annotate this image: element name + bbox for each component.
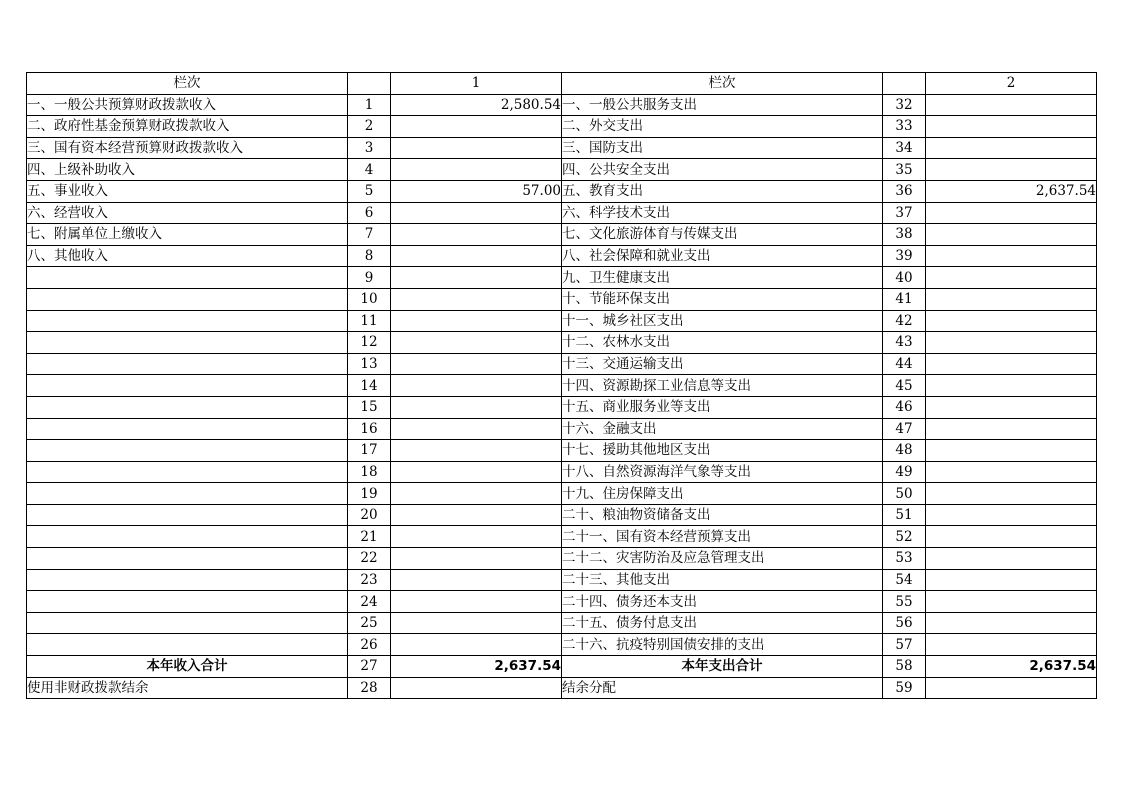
table-row-expense-value xyxy=(926,245,1097,267)
totals-row-income-line: 27 xyxy=(348,656,391,678)
table-row-expense-item: 二十一、国有资本经营预算支出 xyxy=(562,526,883,548)
totals-row-expense-item: 本年支出合计 xyxy=(562,656,883,678)
table-row-expense-item: 十二、农林水支出 xyxy=(562,332,883,354)
table-row xyxy=(27,418,1097,440)
table-row-expense-item: 四、公共安全支出 xyxy=(562,159,883,181)
footer-row-expense-line: 59 xyxy=(883,677,926,699)
table-row-income-item xyxy=(27,375,348,397)
table-row-expense-item: 二十二、灾害防治及应急管理支出 xyxy=(562,548,883,570)
table-row-income-item xyxy=(27,396,348,418)
table-row-expense-value xyxy=(926,353,1097,375)
table-row-income-value xyxy=(391,245,562,267)
table-row-expense-value xyxy=(926,202,1097,224)
footer-row-income-value xyxy=(391,677,562,699)
table-row-income-value xyxy=(391,224,562,246)
table-row xyxy=(27,353,1097,375)
table-row-expense-line: 52 xyxy=(883,526,926,548)
table-row-expense-item: 二十六、抗疫特别国债安排的支出 xyxy=(562,634,883,656)
table-row-expense-value xyxy=(926,461,1097,483)
table-row-expense-value xyxy=(926,504,1097,526)
table-row-income-line: 24 xyxy=(348,591,391,613)
totals-row-income-value: 2,637.54 xyxy=(391,656,562,678)
table-row-expense-item: 六、科学技术支出 xyxy=(562,202,883,224)
table-row-expense-item: 九、卫生健康支出 xyxy=(562,267,883,289)
table-row-expense-value xyxy=(926,310,1097,332)
table-row xyxy=(27,224,1097,246)
table-row-income-item xyxy=(27,483,348,505)
table-row-expense-value xyxy=(926,634,1097,656)
table-row-income-item xyxy=(27,267,348,289)
table-row xyxy=(27,310,1097,332)
table-row-expense-item: 二十三、其他支出 xyxy=(562,569,883,591)
table-row-income-value xyxy=(391,461,562,483)
right-header-blank xyxy=(883,73,926,95)
table-row-income-item xyxy=(27,569,348,591)
table-row-expense-line: 41 xyxy=(883,288,926,310)
table-row xyxy=(27,440,1097,462)
table-row-expense-line: 36 xyxy=(883,180,926,202)
table-row-expense-item: 十五、商业服务业等支出 xyxy=(562,396,883,418)
table-row-expense-value xyxy=(926,569,1097,591)
table-row-expense-line: 49 xyxy=(883,461,926,483)
table-row-income-line: 3 xyxy=(348,137,391,159)
table-row xyxy=(27,202,1097,224)
table-row-expense-item: 十六、金融支出 xyxy=(562,418,883,440)
table-row-income-line: 9 xyxy=(348,267,391,289)
footer-row-income-line: 28 xyxy=(348,677,391,699)
table-row-expense-line: 39 xyxy=(883,245,926,267)
table-row-expense-line: 50 xyxy=(883,483,926,505)
table-row-income-line: 8 xyxy=(348,245,391,267)
table-row-expense-item: 五、教育支出 xyxy=(562,180,883,202)
table-row-income-value xyxy=(391,137,562,159)
table-row xyxy=(27,504,1097,526)
table-row-income-line: 2 xyxy=(348,116,391,138)
table-row xyxy=(27,396,1097,418)
right-header-col: 2 xyxy=(926,73,1097,95)
table-row-income-value xyxy=(391,634,562,656)
footer-row-income-item: 使用非财政拨款结余 xyxy=(27,677,348,699)
table-row-income-line: 5 xyxy=(348,180,391,202)
table-row-income-value xyxy=(391,353,562,375)
table-row xyxy=(27,591,1097,613)
table-row-income-line: 20 xyxy=(348,504,391,526)
table-row xyxy=(27,569,1097,591)
table-row-income-value: 2,580.54 xyxy=(391,94,562,116)
totals-row xyxy=(27,656,1097,678)
table-row-expense-item: 十一、城乡社区支出 xyxy=(562,310,883,332)
table-row-expense-item: 十四、资源勘探工业信息等支出 xyxy=(562,375,883,397)
table-row-income-line: 21 xyxy=(348,526,391,548)
table-row-income-value xyxy=(391,267,562,289)
table-row-expense-value xyxy=(926,396,1097,418)
table-row-income-item xyxy=(27,440,348,462)
table-row-expense-item: 十七、援助其他地区支出 xyxy=(562,440,883,462)
table-row xyxy=(27,375,1097,397)
table-row-expense-item: 二十四、债务还本支出 xyxy=(562,591,883,613)
table-row-expense-value xyxy=(926,332,1097,354)
table-row xyxy=(27,159,1097,181)
table-row-income-item xyxy=(27,612,348,634)
table-body xyxy=(27,73,1097,699)
table-row-expense-value xyxy=(926,440,1097,462)
table-row-expense-line: 43 xyxy=(883,332,926,354)
table-row-income-item xyxy=(27,526,348,548)
table-row xyxy=(27,612,1097,634)
table-row-expense-item: 一、一般公共服务支出 xyxy=(562,94,883,116)
header-row xyxy=(27,73,1097,95)
table-row-expense-item: 二十、粮油物资储备支出 xyxy=(562,504,883,526)
table-row-income-line: 18 xyxy=(348,461,391,483)
table-row-expense-line: 46 xyxy=(883,396,926,418)
table-row-expense-value xyxy=(926,224,1097,246)
table-row-income-item: 二、政府性基金预算财政拨款收入 xyxy=(27,116,348,138)
table-row-income-item xyxy=(27,332,348,354)
table-row-income-line: 14 xyxy=(348,375,391,397)
table-row-income-value xyxy=(391,440,562,462)
table-row-expense-line: 40 xyxy=(883,267,926,289)
table-row-income-value xyxy=(391,202,562,224)
table-row-income-value xyxy=(391,591,562,613)
table-row-income-value xyxy=(391,116,562,138)
table-row-expense-item: 八、社会保障和就业支出 xyxy=(562,245,883,267)
table-row-expense-value xyxy=(926,591,1097,613)
table-row-income-line: 17 xyxy=(348,440,391,462)
table-row-income-item: 六、经营收入 xyxy=(27,202,348,224)
table-row-income-line: 25 xyxy=(348,612,391,634)
table-row xyxy=(27,137,1097,159)
table-row-expense-line: 35 xyxy=(883,159,926,181)
table-row-expense-item: 十八、自然资源海洋气象等支出 xyxy=(562,461,883,483)
table-row-expense-item: 三、国防支出 xyxy=(562,137,883,159)
table-row-expense-line: 42 xyxy=(883,310,926,332)
table-row-income-line: 7 xyxy=(348,224,391,246)
table-row-income-value xyxy=(391,612,562,634)
table-row xyxy=(27,94,1097,116)
table-row-income-value xyxy=(391,396,562,418)
table-row-income-item: 三、国有资本经营预算财政拨款收入 xyxy=(27,137,348,159)
table-row-expense-line: 53 xyxy=(883,548,926,570)
table-row-expense-line: 38 xyxy=(883,224,926,246)
table-row-expense-line: 47 xyxy=(883,418,926,440)
table-row-income-item: 四、上级补助收入 xyxy=(27,159,348,181)
table-row-expense-line: 48 xyxy=(883,440,926,462)
table-row-expense-line: 44 xyxy=(883,353,926,375)
table-row xyxy=(27,267,1097,289)
table-row-income-value xyxy=(391,332,562,354)
table-row-income-line: 12 xyxy=(348,332,391,354)
table-row-expense-item: 七、文化旅游体育与传媒支出 xyxy=(562,224,883,246)
table-row-expense-value xyxy=(926,418,1097,440)
table-row-income-value xyxy=(391,526,562,548)
table-row xyxy=(27,526,1097,548)
table-row-expense-line: 45 xyxy=(883,375,926,397)
table-row-income-item xyxy=(27,310,348,332)
table-row-income-value xyxy=(391,288,562,310)
table-row-expense-item: 十三、交通运输支出 xyxy=(562,353,883,375)
table-row-expense-value xyxy=(926,137,1097,159)
table-row-expense-value xyxy=(926,375,1097,397)
table-row xyxy=(27,180,1097,202)
table-row-expense-value xyxy=(926,548,1097,570)
table-row-income-line: 26 xyxy=(348,634,391,656)
table-row-income-line: 22 xyxy=(348,548,391,570)
table-row-income-line: 13 xyxy=(348,353,391,375)
totals-row-expense-line: 58 xyxy=(883,656,926,678)
table-row xyxy=(27,288,1097,310)
table-row-income-value xyxy=(391,310,562,332)
table-row xyxy=(27,461,1097,483)
table-row-income-line: 11 xyxy=(348,310,391,332)
left-header-col: 1 xyxy=(391,73,562,95)
table-row xyxy=(27,548,1097,570)
table-row-expense-item: 二十五、债务付息支出 xyxy=(562,612,883,634)
table-row-expense-line: 57 xyxy=(883,634,926,656)
table-row-income-item: 八、其他收入 xyxy=(27,245,348,267)
left-header-label: 栏次 xyxy=(27,73,348,95)
income-expenditure-table xyxy=(26,72,1097,699)
table-row-income-value xyxy=(391,418,562,440)
table-row-expense-value xyxy=(926,159,1097,181)
table-row-income-value xyxy=(391,483,562,505)
table-row-expense-value xyxy=(926,288,1097,310)
table-row xyxy=(27,245,1097,267)
table-row-expense-line: 54 xyxy=(883,569,926,591)
table-row-income-line: 15 xyxy=(348,396,391,418)
table-row-income-line: 1 xyxy=(348,94,391,116)
left-header-blank xyxy=(348,73,391,95)
table-row-expense-value xyxy=(926,612,1097,634)
table-row-expense-value xyxy=(926,483,1097,505)
table-row xyxy=(27,332,1097,354)
table-row-income-line: 6 xyxy=(348,202,391,224)
footer-row xyxy=(27,677,1097,699)
table-row-income-item: 五、事业收入 xyxy=(27,180,348,202)
table-row-income-item xyxy=(27,288,348,310)
table-row-expense-item: 十、节能环保支出 xyxy=(562,288,883,310)
table-row-expense-line: 37 xyxy=(883,202,926,224)
footer-row-expense-value xyxy=(926,677,1097,699)
table-row-income-item xyxy=(27,461,348,483)
table-row-income-value xyxy=(391,548,562,570)
table-row-income-line: 23 xyxy=(348,569,391,591)
table-row xyxy=(27,483,1097,505)
table-row-income-item xyxy=(27,504,348,526)
table-row-expense-value xyxy=(926,526,1097,548)
table-row-income-item xyxy=(27,353,348,375)
table-row-income-line: 19 xyxy=(348,483,391,505)
table-row-income-value xyxy=(391,159,562,181)
table-row-income-value xyxy=(391,569,562,591)
table-row-expense-line: 51 xyxy=(883,504,926,526)
table-row-expense-value xyxy=(926,94,1097,116)
totals-row-expense-value: 2,637.54 xyxy=(926,656,1097,678)
table-row-income-value xyxy=(391,375,562,397)
table-row-income-item xyxy=(27,418,348,440)
table-row-expense-item: 十九、住房保障支出 xyxy=(562,483,883,505)
table-row-expense-value: 2,637.54 xyxy=(926,180,1097,202)
table-row-expense-line: 34 xyxy=(883,137,926,159)
table-row-income-value: 57.00 xyxy=(391,180,562,202)
table-row-income-item: 七、附属单位上缴收入 xyxy=(27,224,348,246)
table-row-income-line: 16 xyxy=(348,418,391,440)
table-row-income-value xyxy=(391,504,562,526)
table-row-expense-value xyxy=(926,267,1097,289)
footer-row-expense-item: 结余分配 xyxy=(562,677,883,699)
table-row xyxy=(27,634,1097,656)
table-row-expense-line: 33 xyxy=(883,116,926,138)
table-row-expense-line: 32 xyxy=(883,94,926,116)
table-row xyxy=(27,116,1097,138)
table-row-income-item xyxy=(27,591,348,613)
table-row-income-item: 一、一般公共预算财政拨款收入 xyxy=(27,94,348,116)
table-row-expense-line: 56 xyxy=(883,612,926,634)
totals-row-income-item: 本年收入合计 xyxy=(27,656,348,678)
table-row-expense-item: 二、外交支出 xyxy=(562,116,883,138)
table-row-income-line: 4 xyxy=(348,159,391,181)
table-row-income-item xyxy=(27,634,348,656)
table-row-income-line: 10 xyxy=(348,288,391,310)
right-header-label: 栏次 xyxy=(562,73,883,95)
table-row-income-item xyxy=(27,548,348,570)
table-row-expense-line: 55 xyxy=(883,591,926,613)
table-row-expense-value xyxy=(926,116,1097,138)
